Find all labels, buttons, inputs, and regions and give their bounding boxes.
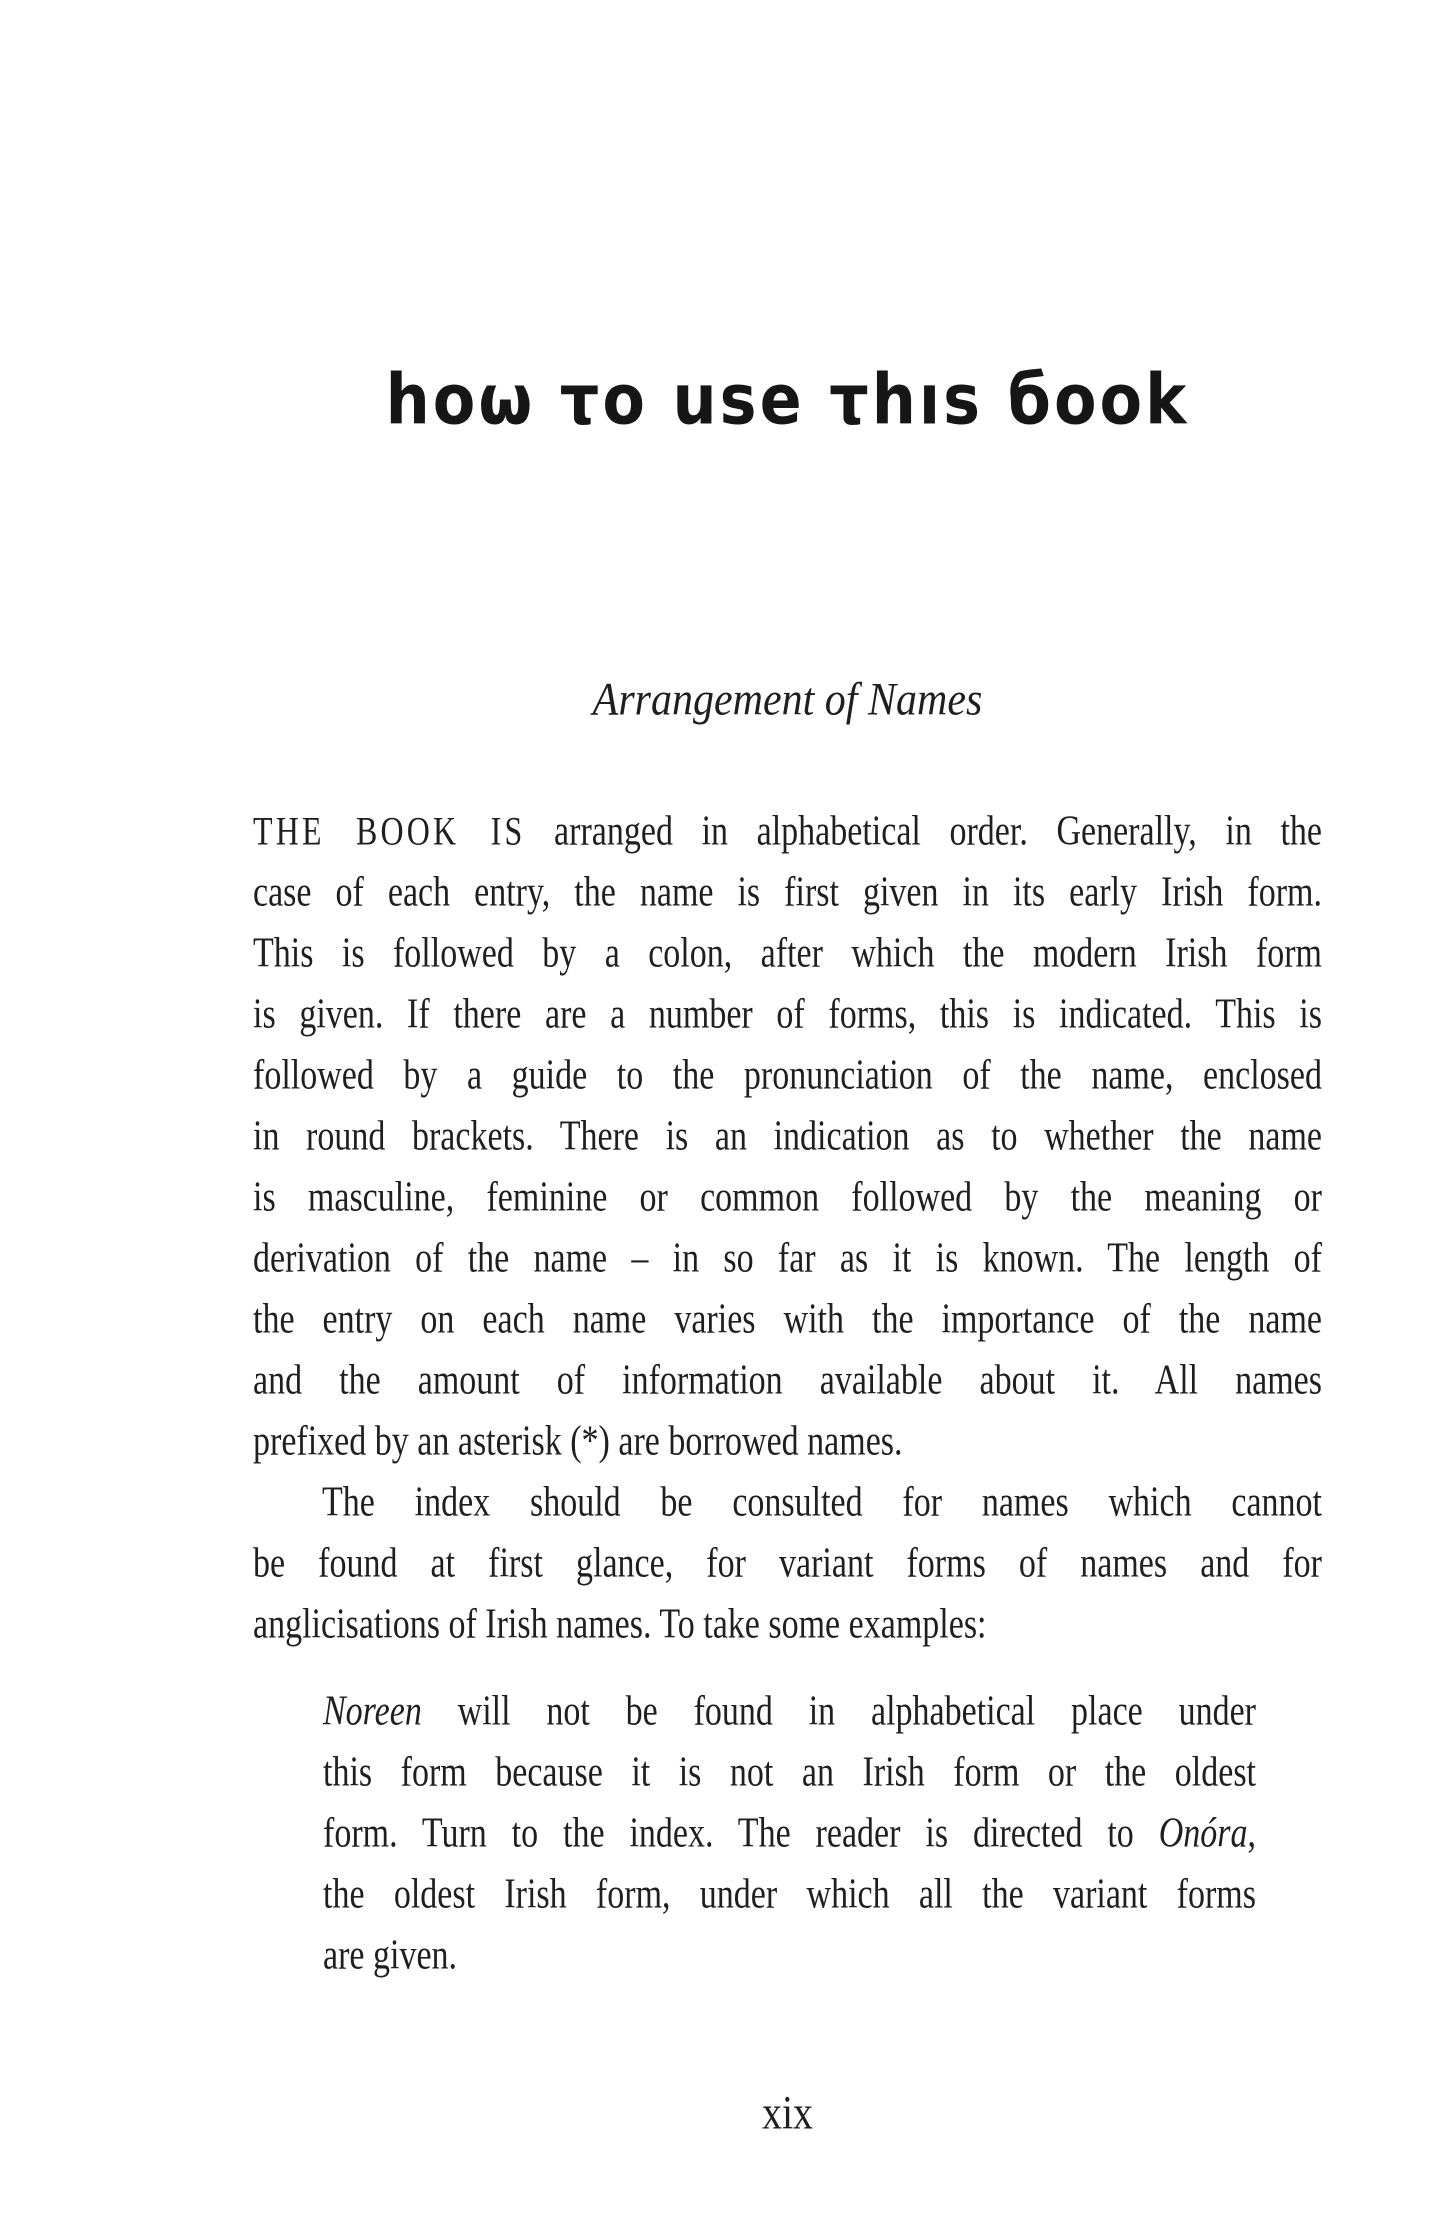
body-paragraph bbox=[253, 1472, 1322, 1655]
text-segment: case of each entry, the name is first given in its early Irish form. bbox=[253, 869, 1322, 916]
text-segment: the entry on each name varies with the importance of the name bbox=[253, 1296, 1322, 1343]
text-segment: form. Turn to the index. The reader is directed to bbox=[323, 1810, 1159, 1857]
text-segment: be found at first glance, for variant forms of names and for bbox=[253, 1540, 1322, 1587]
text-line bbox=[323, 1917, 1256, 1994]
text-segment: is masculine, feminine or common followed by the meaning or bbox=[253, 1174, 1322, 1221]
body-text bbox=[253, 801, 1322, 1986]
page-title: hoω τo use τhıs бook bbox=[385, 358, 1190, 441]
example-blockquote bbox=[253, 1681, 1322, 1986]
text-line bbox=[253, 1586, 1322, 1663]
text-segment: are given. bbox=[323, 1932, 458, 1979]
text-segment: The index should be consulted for names which cannot bbox=[322, 1479, 1322, 1526]
body-paragraph bbox=[253, 801, 1322, 1472]
text-segment: arranged in alphabetical order. Generally, in the bbox=[525, 808, 1322, 855]
text-segment: followed by a guide to the pronunciation of the name, enclosed bbox=[253, 1052, 1322, 1099]
text-segment: anglicisations of Irish names. To take some examples: bbox=[253, 1601, 987, 1648]
section-heading: Arrangement of Names bbox=[592, 674, 983, 726]
text-segment: prefixed by an asterisk (*) are borrowed names. bbox=[253, 1418, 903, 1465]
text-segment: This is followed by a colon, after which the modern Irish form bbox=[253, 930, 1322, 977]
text-segment: will not be found in alphabetical place under bbox=[421, 1688, 1256, 1735]
text-segment: is given. If there are a number of forms, this is indicated. This is bbox=[253, 991, 1322, 1038]
page-number: xix bbox=[761, 2085, 814, 2140]
italic-name: Onóra bbox=[1158, 1810, 1248, 1857]
text-segment: in round brackets. There is an indication as to whether the name bbox=[253, 1113, 1322, 1160]
text-segment: the oldest Irish form, under which all the variant forms bbox=[323, 1871, 1256, 1918]
text-segment: , bbox=[1247, 1810, 1256, 1857]
italic-name: Noreen bbox=[323, 1688, 422, 1735]
smallcaps-lead: THE BOOK IS bbox=[253, 809, 526, 854]
text-segment: and the amount of information available about it. All names bbox=[253, 1357, 1322, 1404]
text-segment: derivation of the name – in so far as it is known. The length of bbox=[253, 1235, 1322, 1282]
text-segment: this form because it is not an Irish form or the oldest bbox=[323, 1749, 1256, 1796]
